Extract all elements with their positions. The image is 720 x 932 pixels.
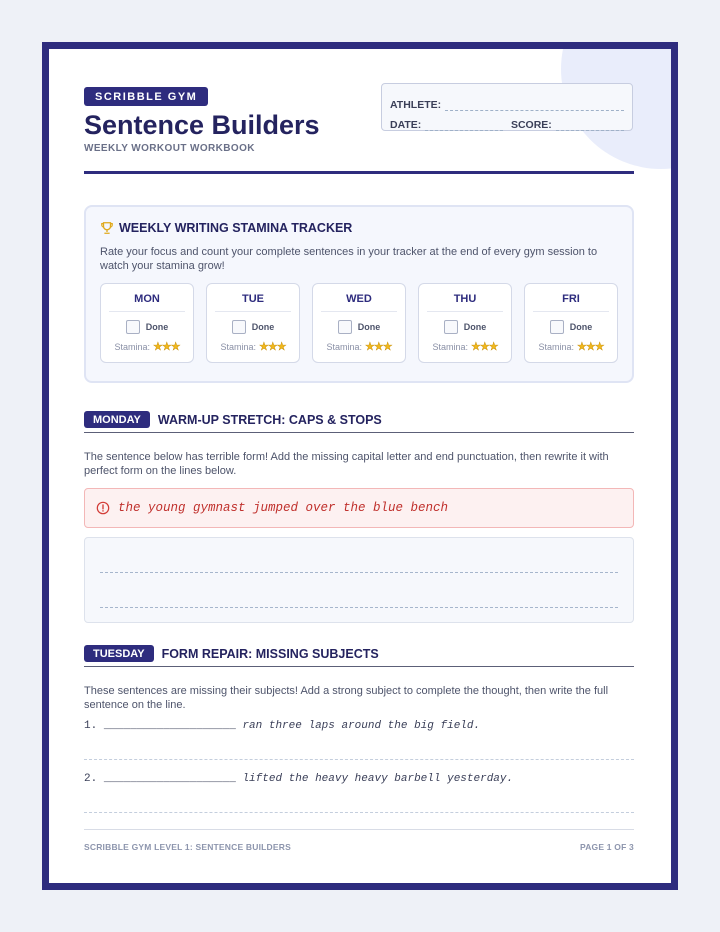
done-label: Done (251, 322, 275, 332)
answer-line[interactable] (84, 759, 634, 760)
done-label: Done (357, 322, 381, 332)
day-card-tue (206, 283, 300, 363)
score-label: SCORE: (510, 119, 552, 131)
header (84, 87, 320, 154)
footer-title: SCRIBBLE GYM LEVEL 1: SENTENCE BUILDERS (84, 842, 291, 852)
exercise-item-2 (84, 773, 634, 785)
tracker-title: WEEKLY WRITING STAMINA TRACKER (119, 221, 353, 235)
alert-circle-icon (96, 501, 110, 515)
page-title: Sentence Builders (84, 110, 320, 140)
day-divider (533, 311, 609, 312)
star-rating[interactable]: ★★★ (152, 341, 180, 353)
subject-blank[interactable]: ____________________ (103, 720, 236, 732)
stamina-row (101, 340, 193, 353)
page-subtitle: WEEKLY WORKOUT WORKBOOK (84, 143, 255, 154)
stamina-label: Stamina: (326, 341, 362, 352)
day-card-thu (418, 283, 512, 363)
athlete-info-box (381, 83, 633, 131)
stamina-row (525, 340, 617, 353)
page-footer (84, 842, 634, 852)
tuesday-title: FORM REPAIR: MISSING SUBJECTS (161, 646, 379, 661)
done-checkbox[interactable] (444, 320, 458, 334)
athlete-row (390, 91, 624, 111)
date-label: DATE: (390, 119, 422, 131)
stamina-row (419, 340, 511, 353)
score-field[interactable] (556, 121, 624, 131)
day-name: TUE (242, 293, 264, 305)
done-checkbox[interactable] (550, 320, 564, 334)
star-rating[interactable]: ★★★ (470, 341, 498, 353)
trophy-icon (100, 221, 114, 235)
tuesday-tag: TUESDAY (84, 645, 154, 662)
monday-section-header (84, 410, 634, 433)
day-card-mon (100, 283, 194, 363)
day-name: THU (453, 293, 477, 305)
header-divider (84, 171, 634, 174)
error-sentence: the young gymnast jumped over the blue bench (118, 501, 449, 515)
monday-description: The sentence below has terrible form! Add the missing capital letter and end punctuation, then rewrite it with perfect form on the lines below. (84, 451, 609, 477)
day-divider (321, 311, 397, 312)
day-divider (109, 311, 185, 312)
day-divider (427, 311, 503, 312)
exercise-item-1 (84, 720, 634, 732)
tuesday-section-header (84, 644, 634, 667)
stamina-row (313, 340, 405, 353)
tracker-description: Rate your focus and count your complete sentences in your tracker at the end of every gym session to watch your stamina grow! (100, 246, 598, 272)
item-text: ran three laps around the big field. (242, 720, 481, 732)
done-checkbox[interactable] (126, 320, 140, 334)
brand-badge: SCRIBBLE GYM (84, 87, 208, 106)
page-number: PAGE 1 OF 3 (579, 842, 634, 852)
done-row (419, 320, 511, 334)
star-rating[interactable]: ★★★ (258, 341, 286, 353)
item-number: 1. (84, 720, 98, 732)
day-name: MON (134, 293, 160, 305)
tuesday-description: These sentences are missing their subjects! Add a strong subject to complete the thought, then write the full sentence on the line. (84, 685, 609, 711)
monday-title: WARM-UP STRETCH: CAPS & STOPS (157, 412, 382, 427)
date-score-row (390, 111, 624, 131)
stamina-label: Stamina: (114, 341, 150, 352)
star-rating[interactable]: ★★★ (364, 341, 392, 353)
date-field[interactable] (425, 121, 503, 131)
tracker-heading (100, 221, 618, 235)
done-row (101, 320, 193, 334)
done-row (207, 320, 299, 334)
writing-line (100, 572, 618, 573)
done-label: Done (145, 322, 169, 332)
done-checkbox[interactable] (232, 320, 246, 334)
day-name: FRI (562, 293, 580, 305)
day-card-wed (312, 283, 406, 363)
day-divider (215, 311, 291, 312)
athlete-label: ATHLETE: (390, 99, 442, 111)
stamina-tracker (84, 205, 634, 383)
stamina-label: Stamina: (220, 341, 256, 352)
athlete-field[interactable] (445, 101, 624, 111)
star-rating[interactable]: ★★★ (576, 341, 604, 353)
answer-line[interactable] (84, 812, 634, 813)
day-card-fri (524, 283, 618, 363)
worksheet-page (42, 42, 678, 890)
done-checkbox[interactable] (338, 320, 352, 334)
rewrite-area[interactable] (84, 537, 634, 623)
monday-tag: MONDAY (84, 411, 150, 428)
done-label: Done (463, 322, 487, 332)
stamina-row (207, 340, 299, 353)
subject-blank[interactable]: ____________________ (103, 773, 236, 785)
stamina-label: Stamina: (432, 341, 468, 352)
item-number: 2. (84, 773, 98, 785)
item-text: lifted the heavy heavy barbell yesterday. (242, 773, 514, 785)
footer-divider (84, 829, 634, 830)
done-row (313, 320, 405, 334)
done-row (525, 320, 617, 334)
writing-line (100, 607, 618, 608)
done-label: Done (569, 322, 593, 332)
stamina-label: Stamina: (538, 341, 574, 352)
error-sentence-box (84, 488, 634, 528)
day-name: WED (346, 293, 372, 305)
day-cards (100, 283, 618, 363)
